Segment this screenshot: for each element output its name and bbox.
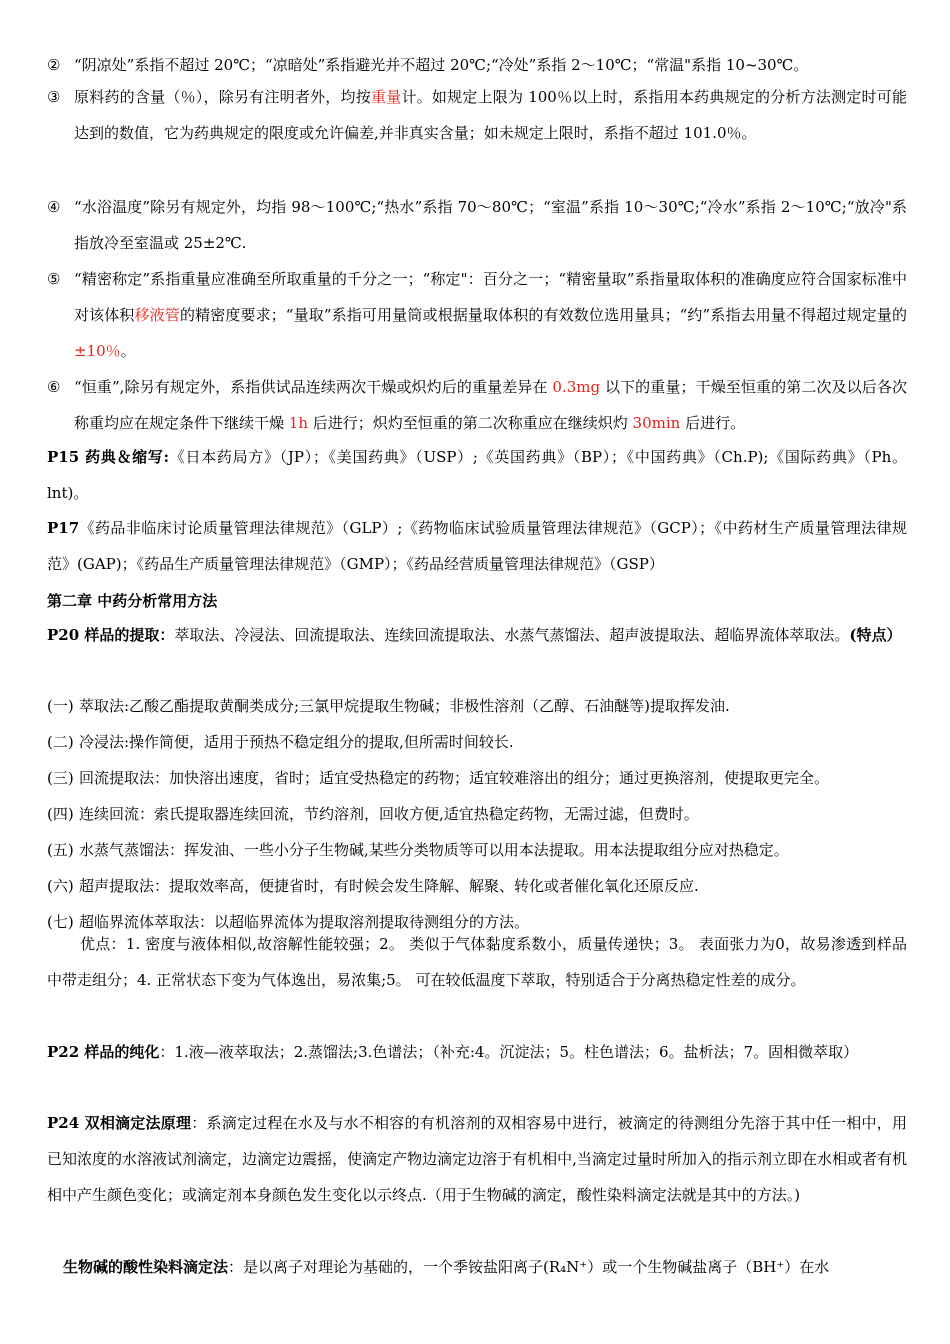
item-text: 原料药的含量（％），除另有注明者外，均按重量计。如规定上限为 100％以上时，系指用本药典规定的分析方法测定时可能达到的数值，它为药典规定的限度或允许偏差,并非真实含量；如未规定上限时，系指不超过 101.0％。: [74, 88, 907, 142]
p24-paragraph: P24 双相滴定法原理：系滴定过程在水及与水不相容的有机溶剂的双相容易中进行，被滴定的待测组分先溶于其中任一相中，用已知浓度的水溶液试剂滴定，边滴定边震摇，使滴定产物边滴定边溶于有机相中,当滴定过量时所加入的指示剂立即在水相或者有机相中产生颜色变化；或滴定剂本身颜色发生变化以示终点.（用于生物碱的滴定，酸性染料滴定法就是其中的方法。): [47, 1114, 907, 1204]
highlight-red: 移液管: [134, 306, 180, 324]
section-label: P20 样品的提取：: [47, 626, 175, 644]
method-item: [47, 868, 907, 904]
method-item: [47, 724, 907, 760]
method-text: 冷浸法:操作简便，适用于预热不稳定组分的提取,但所需时间较长.: [79, 733, 514, 751]
method-item: [47, 688, 907, 724]
section-label: P17: [47, 519, 80, 537]
dye-titration-paragraph: 生物碱的酸性染料滴定法：是以离子对理论为基础的，一个季铵盐阳离子(R₄N⁺）或一个生物碱盐离子（BH⁺）在水: [47, 1249, 907, 1285]
method-number: (二): [47, 733, 74, 751]
item-5: [47, 261, 907, 369]
method-text: 水蒸气蒸馏法：挥发油、一些小分子生物碱,某些分类物质等可以用本法提取。用本法提取组分应对热稳定。: [79, 841, 789, 859]
section-label: P15 药典＆缩写:: [47, 448, 170, 466]
item-6: [47, 369, 907, 441]
item-text: “水浴温度”除另有规定外，均指 98～100℃;“热水”系指 70～80℃；“室温”系指 10～30℃;“冷水”系指 2～10℃;“放冷"系指放冷至室温或 25±2℃.: [74, 198, 907, 252]
highlight-red: 重量: [370, 88, 402, 106]
p15-paragraph: P15 药典＆缩写:《日本药局方》（JP）；《美国药典》（USP）;《英国药典》（BP）；《中国药典》（Ch.P);《国际药典》（Ph。lnt)。: [47, 448, 907, 502]
p22-paragraph: P22 样品的纯化：1.液—液萃取法；2.蒸馏法;3.色谱法；（补充:4。沉淀法；5。柱色谱法；6。盐析法；7。固相微萃取）: [47, 1043, 859, 1061]
method-text: 回流提取法：加快溶出速度，省时；适宜受热稳定的药物；适宜较难溶出的组分；通过更换溶剂，使提取更完全。: [79, 769, 830, 787]
item-text: “恒重”,除另有规定外，系指供试品连续两次干燥或炽灼后的重量差异在 0.3mg 以下的重量；干燥至恒重的第二次及以后各次称重均应在规定条件下继续干燥 1h 后进行；炽灼至恒重的第二次称重应在继续炽灼 30min 后进行。: [74, 378, 907, 432]
method-text: 连续回流：索氏提取器连续回流，节约溶剂，回收方便,适宜热稳定药物，无需过滤，但费时。: [79, 805, 699, 823]
section-label: P24 双相滴定法原理: [47, 1114, 192, 1132]
highlight-red: 0.3mg: [552, 378, 601, 396]
item-number: ⑤: [47, 270, 61, 288]
method-text: 超临界流体萃取法：以超临界流体为提取溶剂提取待测组分的方法。: [79, 913, 530, 931]
highlight-red: 30min: [632, 414, 681, 432]
method-number: (七): [47, 913, 74, 931]
item-text: “精密称定”系指重量应准确至所取重量的千分之一；“称定"：百分之一；“精密量取”系指量取体积的准确度应符合国家标准中对该体积移液管的精密度要求；“量取”系指可用量筒或根据量取体积的有效数位选用量具；“约”系指去用量不得超过规定量的±10％。: [74, 270, 907, 360]
method-number: (一): [47, 697, 74, 715]
method-item: [47, 760, 907, 796]
p17-paragraph: P17《药品非临床讨论质量管理法律规范》（GLP）;《药物临床试验质量管理法律规范》（GCP）；《中药材生产质量管理法律规范》(GAP)；《药品生产质量管理法律规范》（GMP）；《药品经营质量管理法律规范》（GSP）: [47, 519, 907, 573]
method-item: [47, 796, 907, 832]
method-number: (五): [47, 841, 74, 859]
p20-paragraph: P20 样品的提取：萃取法、冷浸法、回流提取法、连续回流提取法、水蒸气蒸馏法、超声波提取法、超临界流体萃取法。(特点）: [47, 626, 902, 644]
item-number: ④: [47, 198, 61, 216]
item-4: [47, 189, 907, 261]
highlight-red: 1h: [288, 414, 308, 432]
section-label: P22 样品的纯化: [47, 1043, 160, 1061]
chapter-heading: 第二章 中药分析常用方法: [47, 592, 218, 610]
method-list: [47, 688, 907, 940]
item-text: “阴凉处”系指不超过 20℃；“凉暗处”系指避光并不超过 20℃;“冷处”系指 2～10℃；“常温"系指 10~30℃。: [74, 56, 809, 74]
advantages-paragraph: 优点：1. 密度与液体相似,故溶解性能较强；2。 类似于气体黏度系数小，质量传递快；3。 表面张力为0，故易渗透到样品中带走组分；4. 正常状态下变为气体逸出，易浓集;5。 可在较低温度下萃取，特别适合于分离热稳定性差的成分。: [47, 935, 907, 989]
item-number: ②: [47, 56, 61, 74]
method-text: 萃取法:乙酸乙酯提取黄酮类成分;三氯甲烷提取生物碱；非极性溶剂（乙醇、石油醚等)提取挥发油.: [79, 697, 730, 715]
highlight-red: ±10％: [74, 342, 121, 360]
method-number: (四): [47, 805, 74, 823]
item-number: ③: [47, 88, 61, 106]
item-3: [47, 79, 907, 151]
item-number: ⑥: [47, 378, 61, 396]
method-item: [47, 832, 907, 868]
section-label: 生物碱的酸性染料滴定法: [63, 1258, 229, 1276]
method-number: (三): [47, 769, 74, 787]
method-text: 超声提取法：提取效率高，便捷省时，有时候会发生降解、解聚、转化或者催化氧化还原反应.: [79, 877, 699, 895]
item-2: [47, 47, 907, 83]
method-number: (六): [47, 877, 74, 895]
